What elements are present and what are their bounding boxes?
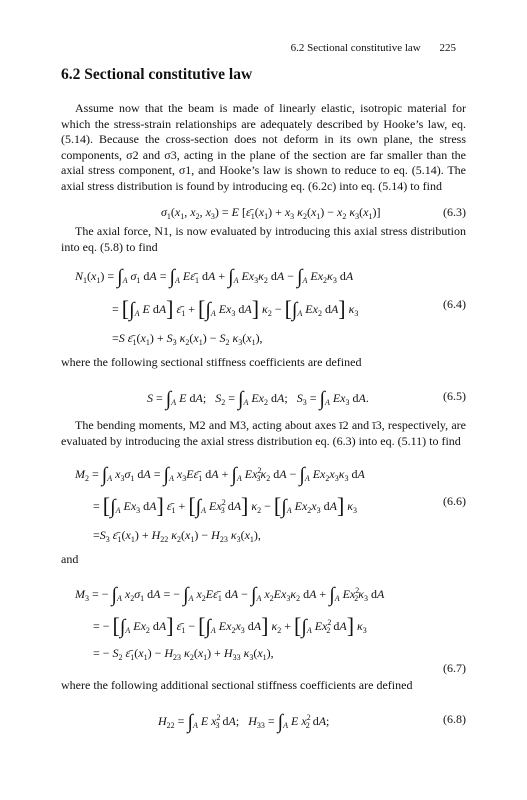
equation-number-6-6: (6.6)	[443, 494, 466, 508]
equation-number-6-5: (6.5)	[443, 389, 466, 403]
paragraph-4: The bending moments, M2 and M3, acting about axes ī2 and ī3, respectively, are evaluated by introducing the axial stress distribution eq. (6.3) into eq. (5.11) to find	[61, 418, 466, 448]
paragraph-2: The axial force, N1, is now evaluated by introducing this axial stress distribution into eq. (5.8) to find	[61, 224, 466, 254]
equation-6-7-line-2: = − [$\int_A$ $Ex_2$ dA] $\varepsilon̄_1 - [\int_A$ $Ex_2x_3$ dA] $\kappa_2 + [\int_A$ $Ex^2_2$ dA] $\kappa_3$	[93, 613, 367, 638]
equation-6-6-line-2: = [$\int_A$ $Ex_3$ dA] $\varepsilon̄_1 + [\int_A$ $Ex^2_3$ dA] $\kappa_2 - [\int_A$ $Ex_2x_3$ dA] $\kappa_3$	[93, 493, 358, 518]
paragraph-6: where the following additional sectional stiffness coefficients are defined	[61, 678, 413, 692]
equation-number-6-3: (6.3)	[443, 205, 466, 219]
paragraph-1: Assume now that the beam is made of linearly elastic, isotropic material for which the stress-strain relationships are adequately described by Hooke’s law, eq. (5.14). Because the cross-section does not deform in its own plane, the stress components, σ2 and σ3, acting in the plane of the section are far smaller than the axial stress component, σ1, and Hooke’s law is shown to reduce to eq. (5.14). The axial stress distribution is found by introducing eq. (6.2c) into eq. (5.14) to find	[61, 101, 466, 193]
equation-6-3: $\sigma_1(x_1$, $x_2$, $x_3) = E$ [$\varepsilon̄_1(x_1) + x_3$ $\kappa_2(x_1) - x_2$ $\kappa_3(x_1)$]	[161, 205, 381, 221]
page-number: 225	[439, 42, 456, 54]
paragraph-5: and	[61, 552, 79, 566]
paragraph-3: where the following sectional stiffness coefficients are defined	[61, 355, 362, 369]
equation-6-4-line-2: = [$\int_A$ E dA] $\varepsilon̄_1 + [\int_A$ $Ex_3$ dA] $\kappa_2 - [\int_A$ $Ex_2$ dA] $\kappa_3$	[112, 296, 359, 321]
equation-number-6-8: (6.8)	[443, 712, 466, 726]
running-title: 6.2 Sectional constitutive law	[290, 42, 421, 54]
equation-6-7-line-3: = − $S_2$ $\varepsilon̄_1(x_1) - H_{23}$ $\kappa_2(x_1) + H_{33}$ $\kappa_3(x_1)$,	[93, 646, 274, 662]
equation-6-6-line-3: $=S_3$ $\varepsilon̄_1(x_1) + H_{22}$ $\kappa_2(x_1) - H_{23}$ $\kappa_3(x_1)$,	[93, 528, 261, 544]
equation-6-6-line-1: $M_2 = \int_A$ $x_3\sigma_1$ dA = $\int_A$ $x_3E\varepsilon̄_1$ dA + $\int_A$ $Ex^2_3\kappa_2$ dA − $\int_A$ $Ex_2x_3\kappa_3$ dA	[75, 464, 365, 486]
running-header	[291, 42, 456, 54]
equation-6-7-line-1: $M_3$ = − $\int_A$ $x_2\sigma_1$ dA = − $\int_A$ $x_2E\varepsilon̄_1$ dA − $\int_A$ $x_2Ex_3\kappa_2$ dA + $\int_A$ $Ex^2_2\kappa_3$ dA	[75, 584, 385, 606]
section-title: 6.2 Sectional constitutive law	[61, 66, 253, 83]
equation-6-4-line-1: $N_1(x_1) = \int_A$ $\sigma_1$ dA = $\int_A$ $E\varepsilon̄_1$ dA + $\int_A$ $Ex_3\kappa_2$ dA − $\int_A$ $Ex_2\kappa_3$ dA	[75, 266, 354, 288]
equation-number-6-7: (6.7)	[443, 661, 466, 675]
equation-6-8: $H_{22} = \int_A$ E $x^2_3$ dA; $H_{33} = \int_A$ E $x^2_2$ dA;	[158, 711, 330, 733]
equation-6-4-line-3: =S $\varepsilon̄_1(x_1) + S_3$ $\kappa_2(x_1) - S_2$ $\kappa_3(x_1)$,	[112, 331, 263, 347]
equation-number-6-4: (6.4)	[443, 297, 466, 311]
equation-6-5: $S = \int_A$ E dA; $S_2 = \int_A$ $Ex_2$ dA; $S_3 = \int_A$ $Ex_3$ dA.	[147, 388, 369, 410]
